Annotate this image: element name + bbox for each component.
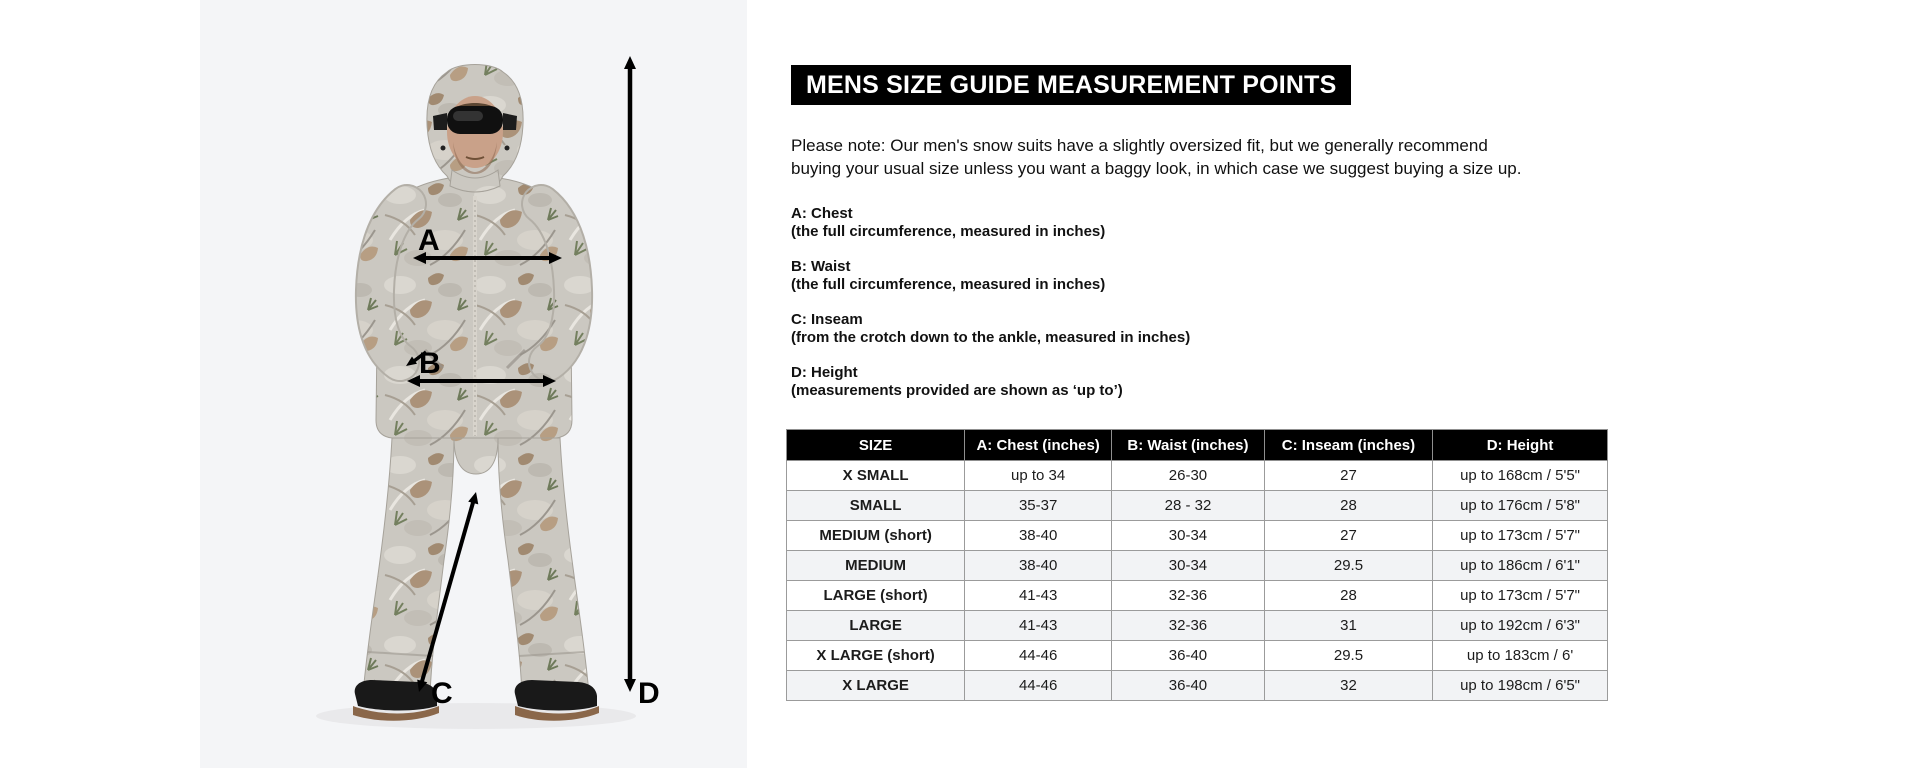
label-d: D — [638, 677, 660, 710]
size-value-cell: 30-34 — [1112, 551, 1265, 581]
camo-jacket — [375, 176, 573, 438]
table-row — [787, 491, 1608, 521]
label-c: C — [431, 677, 453, 710]
arrow-d-height — [624, 56, 660, 710]
size-value-cell: 31 — [1264, 611, 1432, 641]
size-name-cell: LARGE (short) — [787, 581, 965, 611]
measurement-point — [791, 364, 1190, 400]
size-value-cell: 36-40 — [1112, 671, 1265, 701]
column-header: A: Chest (inches) — [965, 430, 1112, 461]
table-row — [787, 611, 1608, 641]
model-photo-panel — [200, 0, 747, 768]
size-value-cell: 32 — [1264, 671, 1432, 701]
size-value-cell: up to 173cm / 5'7" — [1433, 581, 1608, 611]
column-header: D: Height — [1433, 430, 1608, 461]
model-figure — [200, 0, 747, 768]
size-value-cell: 38-40 — [965, 551, 1112, 581]
camo-pants — [363, 438, 589, 694]
size-name-cell: SMALL — [787, 491, 965, 521]
size-value-cell: up to 186cm / 6'1" — [1433, 551, 1608, 581]
size-name-cell: X LARGE — [787, 671, 965, 701]
size-value-cell: 29.5 — [1264, 551, 1432, 581]
measurement-point-label: C: Inseam — [791, 311, 863, 328]
hood — [427, 65, 523, 193]
size-value-cell: 26-30 — [1112, 461, 1265, 491]
size-value-cell: up to 198cm / 6'5" — [1433, 671, 1608, 701]
size-name-cell: LARGE — [787, 611, 965, 641]
size-value-cell: 41-43 — [965, 611, 1112, 641]
size-table-header-row — [787, 430, 1608, 461]
size-value-cell: up to 173cm / 5'7" — [1433, 521, 1608, 551]
size-value-cell: up to 192cm / 6'3" — [1433, 611, 1608, 641]
measurement-points-list — [791, 205, 1190, 417]
size-name-cell: X SMALL — [787, 461, 965, 491]
size-value-cell: 27 — [1264, 521, 1432, 551]
fit-note — [791, 134, 1571, 180]
size-value-cell: 32-36 — [1112, 611, 1265, 641]
size-value-cell: up to 34 — [965, 461, 1112, 491]
measurement-point — [791, 311, 1190, 347]
column-header: SIZE — [787, 430, 965, 461]
table-row — [787, 521, 1608, 551]
measurement-point — [791, 258, 1190, 294]
label-a: A — [418, 224, 440, 257]
size-value-cell: 27 — [1264, 461, 1432, 491]
measurement-point — [791, 205, 1190, 241]
size-value-cell: 35-37 — [965, 491, 1112, 521]
size-name-cell: MEDIUM (short) — [787, 521, 965, 551]
size-value-cell: 32-36 — [1112, 581, 1265, 611]
size-value-cell: 28 - 32 — [1112, 491, 1265, 521]
size-value-cell: 30-34 — [1112, 521, 1265, 551]
size-value-cell: 28 — [1264, 491, 1432, 521]
table-row — [787, 641, 1608, 671]
measurement-point-label: A: Chest — [791, 205, 853, 222]
size-value-cell: 44-46 — [965, 641, 1112, 671]
column-header: B: Waist (inches) — [1112, 430, 1265, 461]
column-header: C: Inseam (inches) — [1264, 430, 1432, 461]
measurement-point-desc: (the full circumference, measured in inches) — [791, 223, 1106, 240]
size-table-body — [787, 461, 1608, 701]
size-value-cell: up to 183cm / 6' — [1433, 641, 1608, 671]
page-title: MENS SIZE GUIDE MEASUREMENT POINTS — [791, 65, 1351, 105]
size-name-cell: MEDIUM — [787, 551, 965, 581]
fit-note-line2: buying your usual size unless you want a baggy look, in which case we suggest buying a size up. — [791, 159, 1522, 178]
measurement-point-desc: (from the crotch down to the ankle, measured in inches) — [791, 329, 1191, 346]
measurement-point-label: B: Waist — [791, 258, 851, 275]
table-row — [787, 551, 1608, 581]
table-row — [787, 671, 1608, 701]
size-value-cell: 38-40 — [965, 521, 1112, 551]
label-b: B — [419, 347, 441, 380]
size-value-cell: 29.5 — [1264, 641, 1432, 671]
size-value-cell: up to 168cm / 5'5" — [1433, 461, 1608, 491]
size-value-cell: 44-46 — [965, 671, 1112, 701]
size-value-cell: 36-40 — [1112, 641, 1265, 671]
measurement-point-desc: (the full circumference, measured in inches) — [791, 276, 1106, 293]
size-value-cell: 41-43 — [965, 581, 1112, 611]
measurement-point-desc: (measurements provided are shown as ‘up to’) — [791, 382, 1123, 399]
size-table — [786, 429, 1608, 701]
table-row — [787, 461, 1608, 491]
size-value-cell: up to 176cm / 5'8" — [1433, 491, 1608, 521]
measurement-point-label: D: Height — [791, 364, 858, 381]
size-name-cell: X LARGE (short) — [787, 641, 965, 671]
table-row — [787, 581, 1608, 611]
fit-note-line1: Please note: Our men's snow suits have a slightly oversized fit, but we generally recommend — [791, 136, 1488, 155]
size-value-cell: 28 — [1264, 581, 1432, 611]
